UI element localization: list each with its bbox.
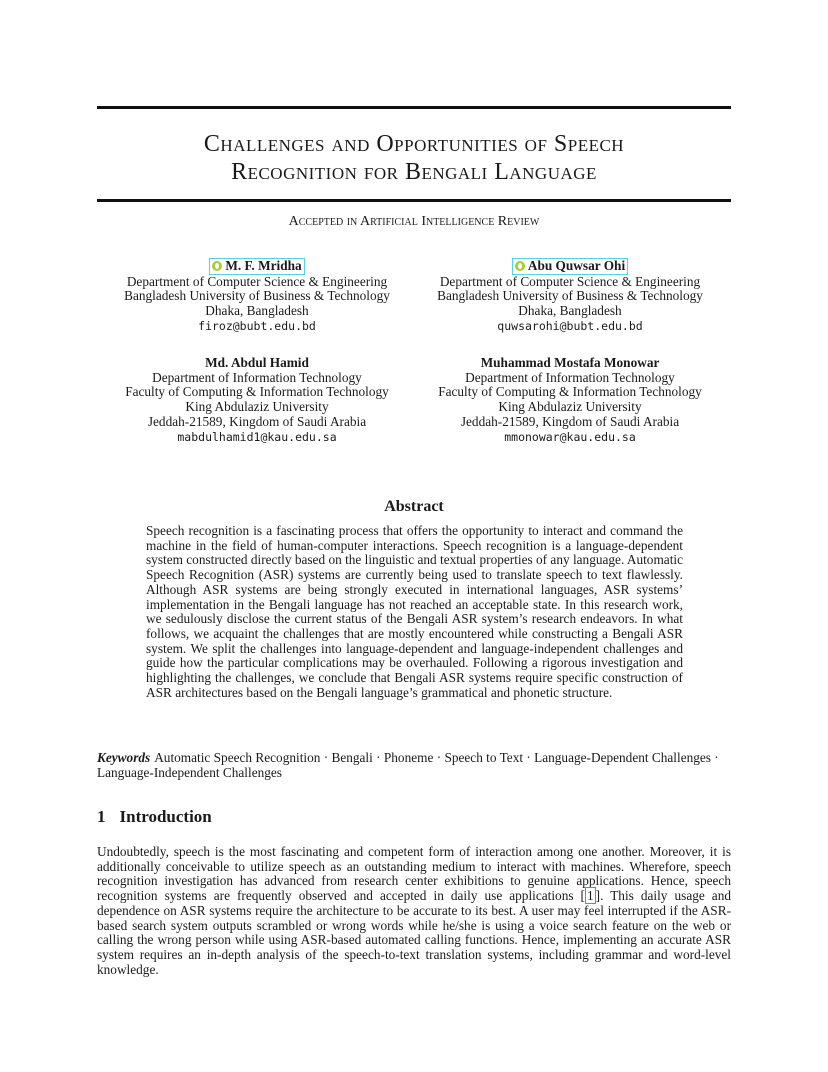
title-top-rule	[97, 106, 731, 109]
author-block-2	[415, 258, 725, 334]
author-dept: Department of Information Technology	[465, 369, 675, 385]
acceptance-note: Accepted in Artificial Intelligence Review	[288, 214, 540, 229]
abstract-heading: Abstract	[384, 498, 444, 515]
author-dept: Department of Information Technology	[152, 369, 362, 385]
author-email: firoz@bubt.edu.bd	[198, 318, 316, 333]
author-email: mmonowar@kau.edu.sa	[504, 429, 636, 444]
keywords	[97, 751, 731, 780]
author-org: King Abdulaziz University	[498, 399, 642, 415]
section-number: 1	[97, 807, 106, 826]
author-location: Dhaka, Bangladesh	[205, 303, 309, 319]
author-faculty: Faculty of Computing & Information Technology	[125, 384, 389, 400]
author-block-3	[102, 356, 412, 444]
author-name: M. F. Mridha	[225, 258, 302, 273]
author-location: Jeddah-21589, Kingdom of Saudi Arabia	[460, 413, 680, 429]
abstract-text: Speech recognition is a fascinating process that offers the opportunity to interact and command the machine in the field of human-computer interactions. Speech recognition is a language-dependent system constructed directly based on the linguistic and textual properties of any language. Automatic Speech Recognition (ASR) systems are currently being used to translate speech to text flawlessly. Although ASR systems are being strongly executed in international languages, ASR systems’ implementation in the Bengali language has not reached an acceptable state. In this research work, we sedulously disclose the current status of the Bengali ASR system’s research endeavors. In what follows, we acquaint the challenges that are mostly encountered while constructing a Bengali ASR system. We split the challenges into language-dependent and language-independent challenges and guide how the particular complications may be overhauled. Following a rigorous investigation and highlighting the challenges, we conclude that Bengali ASR systems require specific construction of ASR architectures based on the Bengali language’s grammatical and phonetic structure.	[146, 523, 683, 700]
intro-text-part-2: ]. This daily usage and dependence on ASR systems require the architecture to be accurate to its best. A user may feel interrupted if the ASR-based search system outputs scrambled or wrong words while he/she is using a voice search feature on the web or calling the wrong person while using ASR-based automated calling functions. Hence, implementing an accurate ASR system requires an in-depth analysis of the speech-to-text translation systems, including grammar and word-level knowledge.	[97, 888, 732, 977]
author-dept: Department of Computer Science & Engineering	[126, 273, 388, 289]
intro-text-part-1: Undoubtedly, speech is the most fascinating and competent form of interaction among one another. Moreover, it is additionally conceivable to utilize speech as an outstanding medium to interact with machines. Wherefore, speech recognition investigation has advanced from research center exhibitions to genuine applications. Hence, speech recognition systems are frequently observed and accepted in daily use applications [	[97, 844, 731, 904]
author-email: mabdulhamid1@kau.edu.sa	[177, 429, 337, 444]
author-name: Abu Quwsar Ohi	[527, 258, 626, 273]
author-org: Bangladesh University of Business & Technology	[124, 288, 390, 304]
author-block-4	[415, 356, 725, 444]
keywords-label: Keywords	[97, 750, 151, 765]
author-name: Md. Abdul Hamid	[205, 355, 309, 370]
author-org: Bangladesh University of Business & Technology	[437, 288, 703, 304]
author-block-1	[102, 258, 412, 334]
author-org: King Abdulaziz University	[185, 399, 329, 415]
author-location: Dhaka, Bangladesh	[518, 303, 622, 319]
title-line-1: Challenges and Opportunities of Speech	[203, 131, 625, 157]
citation-link[interactable]: 1	[586, 888, 594, 904]
author-name: Muhammad Mostafa Monowar	[480, 355, 660, 370]
title-line-2: Recognition for Bengali Language	[231, 159, 597, 185]
author-email: quwsarohi@bubt.edu.bd	[497, 318, 643, 333]
author-location: Jeddah-21589, Kingdom of Saudi Arabia	[147, 413, 367, 429]
author-faculty: Faculty of Computing & Information Technology	[438, 384, 702, 400]
introduction-paragraph	[97, 845, 731, 977]
author-name-link[interactable]	[209, 258, 304, 275]
author-name-link[interactable]	[512, 258, 628, 275]
orcid-icon	[515, 261, 525, 271]
orcid-icon	[212, 261, 222, 271]
section-title: Introduction	[119, 807, 212, 826]
title-bottom-rule	[97, 199, 731, 202]
section-heading	[97, 807, 212, 827]
author-dept: Department of Computer Science & Engineering	[439, 273, 701, 289]
paper-title	[97, 130, 731, 186]
keywords-text: Automatic Speech Recognition · Bengali · Phoneme · Speech to Text · Language-Dependent Challenges · Language-Independent Challenges	[97, 750, 719, 780]
